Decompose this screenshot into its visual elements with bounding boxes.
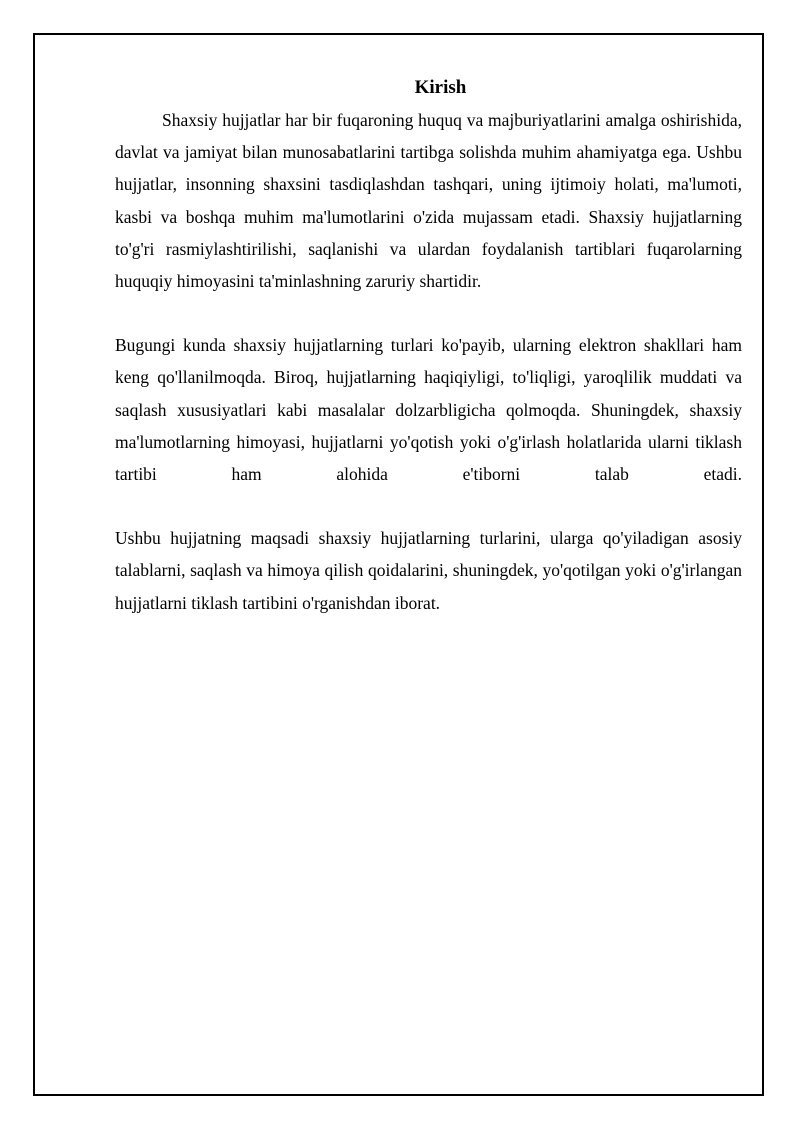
document-title: Kirish <box>414 77 467 98</box>
document-body <box>115 74 742 619</box>
paragraph-purpose: Ushbu hujjatning maqsadi shaxsiy hujjatlarning turlarini, ularga qo'yiladigan asosiy talablarni, saqlash va himoya qilish qoidalarini, shuningdek, yo'qotilgan yoki o'g'irlangan hujjatlarni tiklash tartibini o'rganishdan iborat. <box>115 528 742 613</box>
paragraph-spacer <box>115 297 742 329</box>
paragraph-current-state: Bugungi kunda shaxsiy hujjatlarning turlari ko'payib, ularning elektron shakllari ham keng qo'llanilmoqda. Biroq, hujjatlarning haqiqiyligi, to'liqligi, yaroqlilik muddati va saqlash xususiyatlari kabi masalalar dolzarbligicha qolmoqda. Shuningdek, shaxsiy ma'lumotlarning himoyasi, hujjatlarni yo'qotish yoki o'g'irlash holatlarida ularni tiklash tartibi ham alohida e'tiborni talab etadi. <box>115 335 742 485</box>
paragraph-intro: Shaxsiy hujjatlar har bir fuqaroning huquq va majburiyatlarini amalga oshirishida, davlat va jamiyat bilan munosabatlarini tartibga solishda muhim ahamiyatga ega. Ushbu hujjatlar, insonning shaxsini tasdiqlashdan tashqari, uning ijtimoiy holati, ma'lumoti, kasbi va boshqa muhim ma'lumotlarini o'zida mujassam etadi. Shaxsiy hujjatlarning to'g'ri rasmiylashtirilishi, saqlanishi va ulardan foydalanish tartiblari fuqarolarning huquqiy himoyasini ta'minlashning zaruriy shartidir. <box>115 110 742 292</box>
paragraph-spacer <box>115 490 742 522</box>
